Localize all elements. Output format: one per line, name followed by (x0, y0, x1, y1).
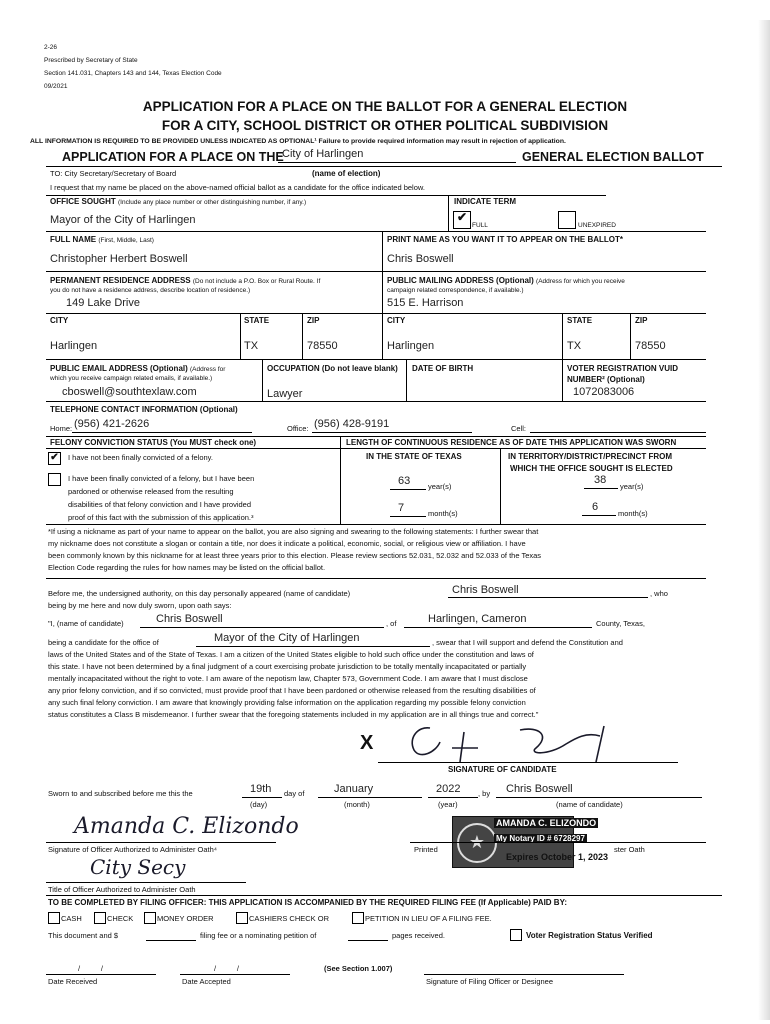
cash-checkbox[interactable] (48, 912, 60, 924)
mail-state-label: STATE (567, 316, 593, 325)
name-of-election-label: (name of election) (312, 169, 381, 178)
oath-candidate-name[interactable]: Chris Boswell (452, 584, 519, 596)
oath-county: County, Texas, (596, 619, 645, 628)
mail-state-value[interactable]: TX (567, 340, 582, 352)
email-label: PUBLIC EMAIL ADDRESS (Optional) (Address for (50, 364, 226, 373)
cashiers-check-checkbox[interactable] (236, 912, 248, 924)
ballot-line-prefix: APPLICATION FOR A PLACE ON THE (62, 150, 284, 164)
felony-option-2-line1: I have been finally convicted of a felony, but I have been (68, 474, 255, 483)
check-checkbox[interactable] (94, 912, 106, 924)
required-notice: ALL INFORMATION IS REQUIRED TO BE PROVIDED UNLESS INDICATED AS OPTIONAL¹ Failure to provide required information may result in rejection of application. (30, 138, 566, 145)
printed-name-label: Printed (414, 845, 438, 854)
mail-city-label: CITY (387, 316, 406, 325)
form-code: 2-26 (44, 44, 58, 51)
oath-swear: , swear that I will support and defend the Constitution and (432, 638, 623, 647)
vuid-label: VOTER REGISTRATION VUID (567, 364, 678, 373)
sworn-by: , by (478, 789, 491, 798)
office-phone-label: Office: (287, 424, 309, 433)
office-sought-value[interactable]: Mayor of the City of Harlingen (50, 214, 196, 226)
sworn-name-label: (name of candidate) (556, 800, 623, 809)
petition-label: PETITION IN LIEU OF A FILING FEE. (365, 914, 492, 923)
oath-sworn: being by me here and now duly sworn, upon oath says: (48, 601, 232, 610)
unexpired-term-label: UNEXPIRED (578, 222, 616, 229)
cashiers-check-label: CASHIERS CHECK OR (249, 914, 330, 923)
petition-checkbox[interactable] (352, 912, 364, 924)
oath-body-5: any such final felony conviction. I am aware that knowingly providing false information on the application regarding my possible felony conviction (48, 698, 526, 707)
oath-candidate-for: being a candidate for the office of (48, 638, 159, 647)
residence-note: you do not have a residence address, describe location of residence.) (50, 287, 251, 294)
officer-signature: Amanda C. Elizondo (74, 814, 299, 839)
territory-months-value[interactable]: 6 (592, 501, 599, 513)
sworn-year-value[interactable]: 2022 (436, 783, 461, 795)
territory-label-1: IN TERRITORY/DISTRICT/PRECINCT FROM (508, 452, 672, 461)
mail-zip-label: ZIP (635, 316, 648, 325)
date-received-label: Date Received (48, 977, 98, 986)
doc-text-2: filing fee or a nominating petition of (200, 931, 317, 940)
indicate-term-label: INDICATE TERM (454, 197, 517, 206)
dob-label: DATE OF BIRTH (412, 364, 474, 373)
territory-years-label: year(s) (620, 482, 644, 491)
officer-title-signature: City Secy (90, 855, 186, 879)
zip-label: ZIP (307, 316, 320, 325)
unexpired-term-checkbox[interactable] (558, 211, 576, 229)
voter-verified-checkbox[interactable] (510, 929, 522, 941)
vuid-label-2: NUMBER² (Optional) (567, 375, 645, 384)
occupation-label: OCCUPATION (Do not leave blank) (267, 364, 398, 373)
date-received-slashes: / / (78, 964, 104, 973)
sworn-name-value[interactable]: Chris Boswell (506, 783, 573, 795)
request-line: I request that my name be placed on the above-named official ballot as a candidate for the office indicated below. (50, 183, 425, 192)
nickname-line-3: been commonly known by this nickname for at least three years prior to this election. Please review sections 52.031, 52.032 and 52.033 of the Texas (48, 551, 542, 560)
cash-label: CASH (61, 914, 82, 923)
oath-i-name[interactable]: Chris Boswell (156, 613, 223, 625)
nickname-line-1: *If using a nickname as part of your name to appear on the ballot, you are also signing and swearing to the following statements: I further swear that (48, 527, 539, 536)
state-label: STATE (244, 316, 270, 325)
occupation-value[interactable]: Lawyer (267, 388, 303, 400)
mailing-address-label: PUBLIC MAILING ADDRESS (Optional) (Address for which you receive (387, 276, 625, 285)
full-name-value[interactable]: Christopher Herbert Boswell (50, 253, 188, 265)
prescribed-by: Prescribed by Secretary of State (44, 57, 138, 64)
sworn-day-of: day of (284, 789, 305, 798)
officer-title-label: Title of Officer Authorized to Administer Oath (48, 885, 196, 894)
vuid-value[interactable]: 1072083006 (573, 386, 635, 398)
oath-body-4: any prior felony conviction, and if so convicted, must provide proof that I have been pardoned or otherwise released from the resulting disabilities of (48, 686, 536, 695)
notary-id: My Notary ID # 6728297 (496, 834, 585, 843)
filing-officer-signature-label: Signature of Filing Officer or Designee (426, 977, 554, 986)
city-value[interactable]: Harlingen (50, 340, 98, 352)
residence-label: PERMANENT RESIDENCE ADDRESS (Do not include a P.O. Box or Rural Route. If (50, 276, 321, 285)
territory-label-2: WHICH THE OFFICE SOUGHT IS ELECTED (510, 464, 673, 473)
oath-office-value[interactable]: Mayor of the City of Harlingen (214, 632, 360, 644)
residence-value[interactable]: 149 Lake Drive (66, 297, 140, 309)
election-name-value[interactable]: City of Harlingen (282, 148, 364, 160)
felony-option-1: I have not been finally convicted of a felony. (68, 453, 213, 462)
sworn-day-label: (day) (250, 800, 268, 809)
state-months-value[interactable]: 7 (398, 502, 405, 514)
form-date: 09/2021 (44, 83, 68, 90)
felony-option-2-line2: pardoned or otherwise released from the resulting (68, 487, 234, 496)
notary-name: AMANDA C. ELIZONDO (496, 818, 597, 828)
oath-body-6: status constitutes a Class B misdemeanor. I further swear that the foregoing statements included in my application are in all things true and correct." (48, 710, 539, 719)
full-name-label: FULL NAME (First, Middle, Last) (50, 235, 154, 244)
money-order-label: MONEY ORDER (157, 914, 214, 923)
check-label: CHECK (107, 914, 134, 923)
print-name-label: PRINT NAME AS YOU WANT IT TO APPEAR ON THE BALLOT* (387, 235, 624, 244)
scan-edge (758, 20, 770, 1020)
nickname-line-2: my nickname does not constitute a slogan or contain a title, nor does it indicate a political, economic, social, or religious view or affiliation. I have (48, 539, 526, 548)
printed-name-label-tail: ster Oath (614, 845, 645, 854)
mailing-address-note: campaign related correspondence, if available.) (387, 287, 524, 294)
home-phone-label: Home: (50, 424, 73, 433)
oath-before-me: Before me, the undersigned authority, on this day personally appeared (name of candidate) (48, 589, 351, 598)
sworn-month-value[interactable]: January (334, 783, 374, 795)
oath-who: , who (650, 589, 668, 598)
doc-text-1: This document and $ (48, 931, 119, 940)
office-phone-value[interactable]: (956) 428-9191 (314, 418, 390, 430)
mailing-address-value[interactable]: 515 E. Harrison (387, 297, 464, 309)
notary-expires: Expires October 1, 2023 (506, 852, 609, 862)
officer-signature-label: Signature of Officer Authorized to Administer Oath⁴ (48, 845, 218, 854)
zip-value[interactable]: 78550 (307, 340, 338, 352)
full-term-label: FULL (472, 222, 488, 229)
territory-years-value[interactable]: 38 (594, 474, 607, 486)
sworn-year-label: (year) (438, 800, 458, 809)
notary-star-icon: ★ (457, 823, 497, 863)
phone-label: TELEPHONE CONTACT INFORMATION (Optional) (50, 405, 238, 414)
felony-pardoned-checkbox[interactable] (48, 473, 61, 486)
oath-body-2: this state. I have not been determined by a final judgment of a court exercising probate jurisdiction to be totally mentally incapacitated or partially (48, 662, 527, 671)
office-sought-label: OFFICE SOUGHT (Include any place number or other distinguishing number, if any.) (50, 197, 307, 206)
oath-of-value[interactable]: Harlingen, Cameron (428, 613, 527, 625)
doc-text-3: pages received. (392, 931, 445, 940)
oath-body-3: mentally incapacitated without the right to vote. I am aware of the nepotism law, Chapter 573, Government Code. I am aware that I must disclose (48, 674, 528, 683)
felony-option-2-line3: disabilities of that felony conviction and I have provided (68, 500, 252, 509)
date-accepted-slashes: / / (214, 964, 240, 973)
felony-option-2-line4: proof of this fact with the submission of this application.³ (68, 513, 254, 522)
oath-of: , of (386, 619, 397, 628)
felony-not-convicted-checkbox[interactable]: ✔ (48, 452, 61, 465)
state-value[interactable]: TX (244, 340, 259, 352)
filing-heading: TO BE COMPLETED BY FILING OFFICER: THIS APPLICATION IS ACCOMPANIED BY THE REQUIRED FILING FEE (If Applicable) PAID BY: (48, 898, 567, 907)
see-section: (See Section 1.007) (324, 964, 393, 973)
state-residence-label: IN THE STATE OF TEXAS (366, 452, 462, 461)
print-name-value[interactable]: Chris Boswell (387, 253, 454, 265)
sworn-prefix: Sworn to and subscribed before me this the (48, 789, 193, 798)
nickname-line-4: Election Code regarding the rules for how names may be listed on the official ballot. (48, 563, 326, 572)
mail-city-value[interactable]: Harlingen (387, 340, 435, 352)
voter-verified-label: Voter Registration Status Verified (526, 931, 653, 940)
signature-of-candidate-label: SIGNATURE OF CANDIDATE (448, 765, 557, 774)
form-title-line1: APPLICATION FOR A PLACE ON THE BALLOT FOR A GENERAL ELECTION (142, 99, 628, 114)
state-years-label: year(s) (428, 482, 452, 491)
residence-length-label: LENGTH OF CONTINUOUS RESIDENCE AS OF DATE THIS APPLICATION WAS SWORN (346, 438, 677, 447)
oath-i-name-label: "I, (name of candidate) (48, 619, 124, 628)
felony-label: FELONY CONVICTION STATUS (You MUST check one) (50, 438, 257, 447)
city-label: CITY (50, 316, 69, 325)
form-title-line2: FOR A CITY, SCHOOL DISTRICT OR OTHER POLITICAL SUBDIVISION (161, 118, 609, 133)
ballot-line-suffix: GENERAL ELECTION BALLOT (522, 150, 704, 164)
email-value[interactable]: cboswell@southtexlaw.com (62, 386, 197, 398)
signature-x-mark: X (360, 732, 374, 754)
section-reference: Section 141.031, Chapters 143 and 144, Texas Election Code (44, 70, 222, 77)
home-phone-value[interactable]: (956) 421-2626 (74, 418, 150, 430)
state-months-label: month(s) (428, 509, 458, 518)
sworn-month-label: (month) (344, 800, 370, 809)
cell-phone-label: Cell: (511, 424, 527, 433)
candidate-signature (390, 708, 640, 764)
email-note: which you receive campaign related emails, if available.) (50, 375, 213, 382)
sworn-day-value[interactable]: 19th (250, 783, 272, 795)
to-line: TO: City Secretary/Secretary of Board (50, 169, 177, 178)
state-years-value[interactable]: 63 (398, 475, 411, 487)
territory-months-label: month(s) (618, 509, 648, 518)
mail-zip-value[interactable]: 78550 (635, 340, 666, 352)
date-accepted-label: Date Accepted (182, 977, 231, 986)
oath-body-1: laws of the United States and of the State of Texas. I am a citizen of the United States eligible to hold such office under the constitution and laws of (48, 650, 534, 659)
money-order-checkbox[interactable] (144, 912, 156, 924)
full-term-checkbox[interactable]: ✔ (453, 211, 471, 229)
